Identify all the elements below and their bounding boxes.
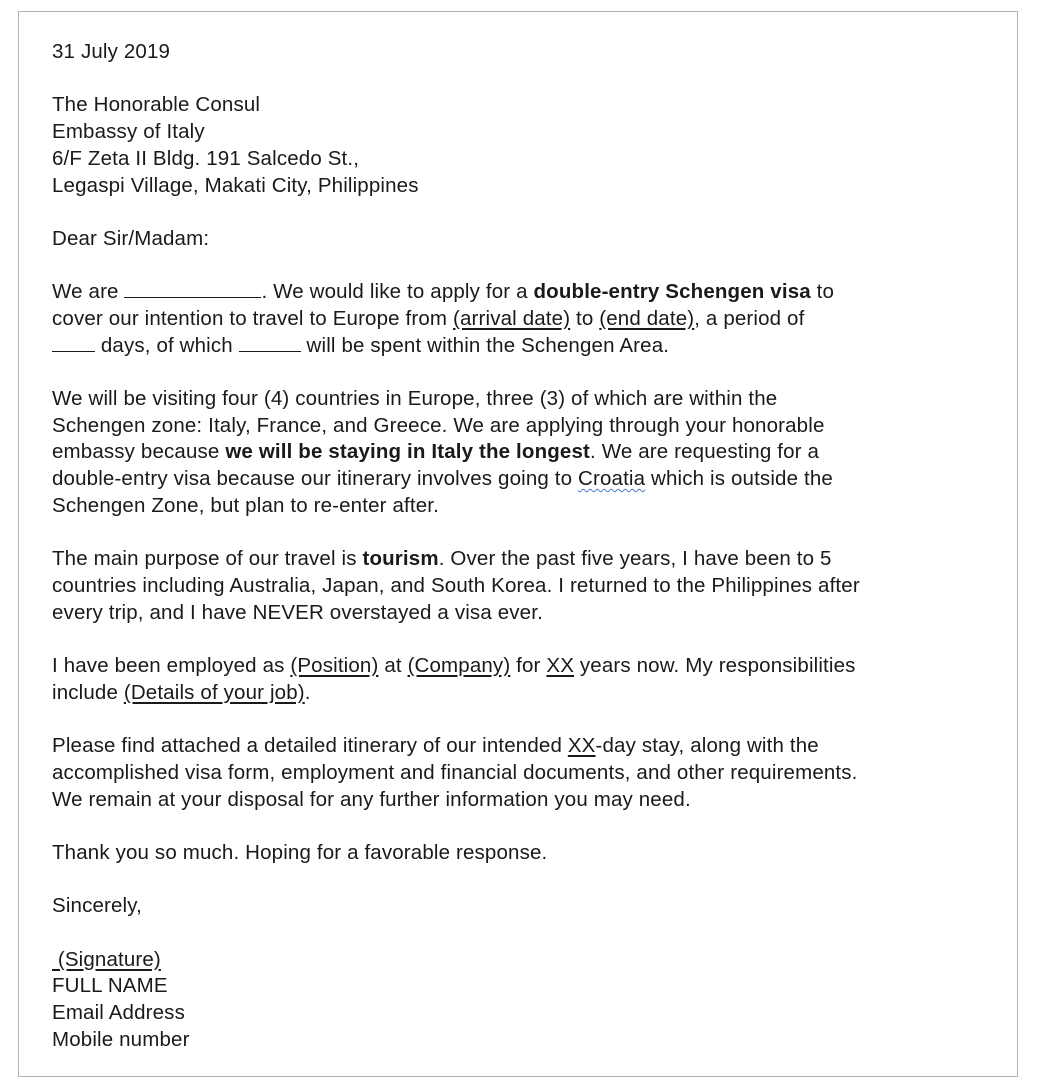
blank-days bbox=[52, 334, 95, 352]
signature-email: Email Address bbox=[52, 1001, 185, 1025]
placeholder-signature: (Signature) bbox=[52, 947, 161, 971]
bold-tourism: tourism bbox=[362, 547, 439, 571]
signature-mobile: Mobile number bbox=[52, 1027, 190, 1051]
letter-body bbox=[52, 39, 1002, 1080]
signature-name: FULL NAME bbox=[52, 974, 168, 998]
bold-italy-longest: we will be staying in Italy the longest bbox=[225, 440, 590, 464]
placeholder-position: (Position) bbox=[290, 654, 379, 678]
placeholder-company: (Company) bbox=[407, 654, 511, 678]
recipient-address bbox=[52, 92, 1002, 199]
paragraph-employment: I have been employed as (Position) at (Company) for XX years now. My responsibilities include (Details of your job). bbox=[52, 654, 856, 704]
placeholder-years: XX bbox=[546, 654, 575, 678]
letter-date: 31 July 2019 bbox=[52, 40, 171, 63]
recipient-line: 6/F Zeta II Bldg. 191 Salcedo St., bbox=[52, 146, 360, 170]
paragraph-purpose: The main purpose of our travel is tourism. Over the past five years, I have been to 5 countries including Australia, Japan, and South Korea. I returned to the Philippines after every trip, and I have NEVER overstayed a visa ever. bbox=[52, 547, 860, 624]
recipient-line: The Honorable Consul bbox=[52, 93, 261, 117]
placeholder-stay-days: XX bbox=[567, 734, 596, 758]
recipient-line: Embassy of Italy bbox=[52, 120, 205, 144]
salutation: Dear Sir/Madam: bbox=[52, 226, 210, 250]
placeholder-arrival-date: (arrival date) bbox=[453, 306, 571, 330]
paragraph-itinerary: We will be visiting four (4) countries in Europe, three (3) of which are within the Schengen zone: Italy, France, and Greece. We are applying through your honorable embassy because we will be staying in Italy the longest. We are requesting for a double-entry visa because our itinerary involves going to Croatia which is outside the Schengen Zone, but plan to re-enter after. bbox=[52, 387, 833, 517]
signature-block bbox=[52, 947, 1002, 1054]
paragraph-intro: We are . We would like to apply for a double-entry Schengen visa to cover our intention to travel to Europe from (arrival date) to (end date), a period of days, of which will be spent within the Schengen Area. bbox=[52, 280, 835, 357]
paragraph-thanks: Thank you so much. Hoping for a favorable response. bbox=[52, 840, 548, 864]
closing: Sincerely, bbox=[52, 894, 142, 918]
bold-visa-type: double-entry Schengen visa bbox=[533, 280, 811, 304]
spellcheck-croatia: Croatia bbox=[578, 467, 646, 491]
placeholder-job-details: (Details of your job) bbox=[123, 680, 305, 704]
blank-names bbox=[124, 280, 261, 298]
recipient-line: Legaspi Village, Makati City, Philippines bbox=[52, 173, 419, 197]
blank-schengen-days bbox=[239, 334, 301, 352]
letter-page bbox=[18, 11, 1018, 1077]
placeholder-end-date: (end date) bbox=[599, 306, 695, 330]
paragraph-attachments: Please find attached a detailed itinerary of our intended XX-day stay, along with the accomplished visa form, employment and financial documents, and other requirements. We remain at your disposal for any further information you may need. bbox=[52, 734, 858, 811]
